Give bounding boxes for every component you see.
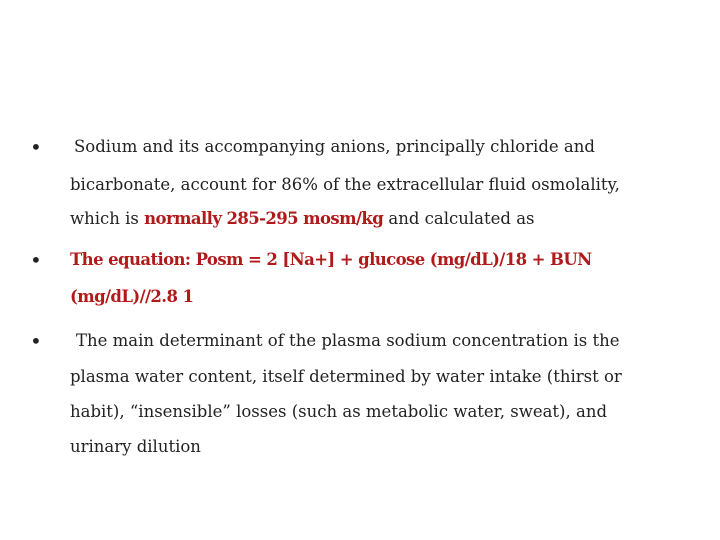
bullet-line: bicarbonate, account for 86% of the extracellular fluid osmolality,: [70, 175, 620, 194]
bullet-line: Sodium and its accompanying anions, principally chloride and: [74, 137, 595, 156]
bullet-line: plasma water content, itself determined by water intake (thirst or: [70, 367, 622, 386]
bullet-line: [70, 209, 535, 229]
line-text: which is: [70, 209, 145, 228]
equation-line: The equation: Posm = 2 [Na+] + glucose (mg/dL)/18 + BUN: [70, 250, 592, 269]
bullet-line: urinary dilution: [70, 437, 201, 456]
equation-line: (mg/dL)//2.8 1: [70, 287, 194, 306]
bullet-line: habit), “insensible” losses (such as metabolic water, sweat), and: [70, 402, 608, 421]
bullet-dot-icon: •: [30, 135, 42, 159]
bullet-dot-icon: •: [30, 329, 42, 353]
highlighted-text: normally 285-295 mosm/kg: [144, 209, 384, 228]
line-text: and calculated as: [383, 209, 535, 228]
bullet-dot-icon: •: [30, 248, 42, 272]
bullet-line: The main determinant of the plasma sodium concentration is the: [76, 331, 620, 350]
